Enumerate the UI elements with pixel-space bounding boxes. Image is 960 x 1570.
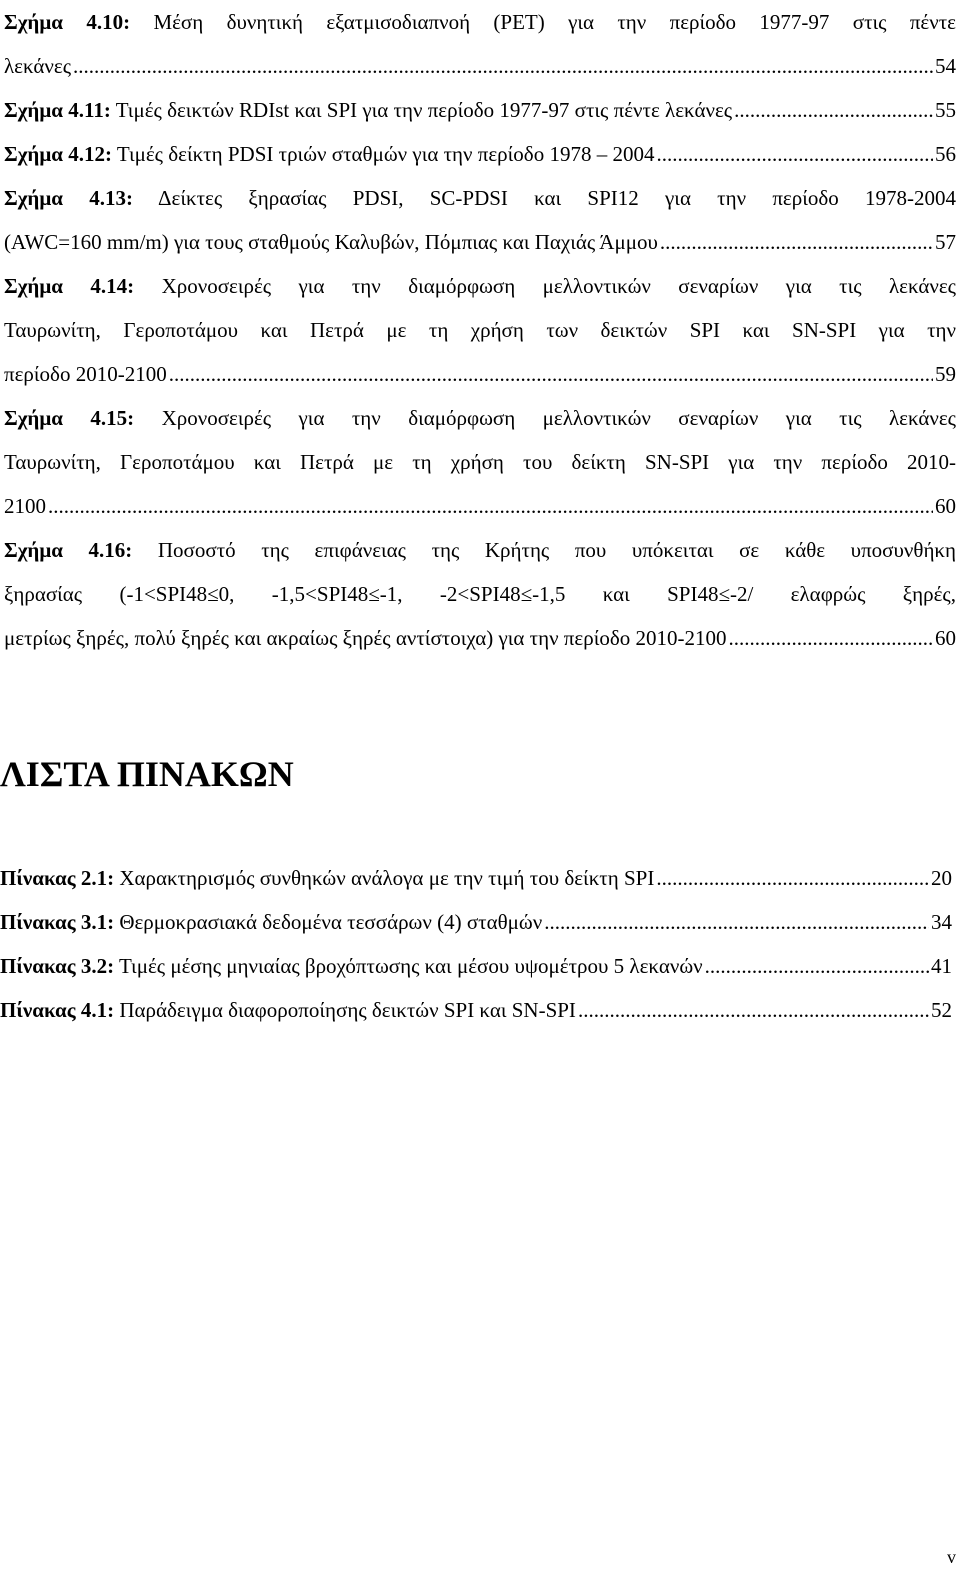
toc-entry-last-line xyxy=(0,856,952,900)
dot-leader xyxy=(544,900,929,944)
toc-entry-text xyxy=(0,944,703,988)
toc-entry-text: Ποσοστό της επιφάνειας της Κρήτης που υπόκειται σε κάθε υποσυνθήκη xyxy=(157,538,957,562)
toc-entry-text xyxy=(4,220,658,264)
toc-entry-last-text: μετρίως ξηρές, πολύ ξηρές και ακραίως ξηρές αντίστοιχα) για την περίοδο 2010-2100 xyxy=(4,626,727,650)
dot-leader xyxy=(705,944,929,988)
toc-entry-figure[interactable] xyxy=(4,264,956,396)
toc-entry-last-line xyxy=(4,616,956,660)
toc-entry-figure[interactable] xyxy=(4,88,956,132)
toc-entry-figure[interactable] xyxy=(4,176,956,264)
toc-page-number: 55 xyxy=(935,98,956,122)
toc-entry-table[interactable] xyxy=(0,988,952,1032)
toc-entry-last-text: Τιμές δείκτη PDSI τριών σταθμών για την περίοδο 1978 – 2004 xyxy=(116,142,655,166)
list-of-figures xyxy=(4,0,956,660)
toc-page-number: 34 xyxy=(931,910,952,934)
dot-leader xyxy=(734,88,933,132)
toc-entry-text xyxy=(4,616,727,660)
toc-page-number: 56 xyxy=(935,142,956,166)
document-page xyxy=(4,0,956,660)
toc-entry-last-line xyxy=(4,484,956,528)
toc-entry-last-text: Τιμές δεικτών RDIst και SPI για την περίοδο 1977-97 στις πέντε λεκάνες xyxy=(115,98,733,122)
toc-entry-text: Δείκτες ξηρασίας PDSI, SC-PDSI και SPI12 για την περίοδο 1978-2004 xyxy=(158,186,956,210)
dot-leader xyxy=(48,484,933,528)
dot-leader xyxy=(729,616,933,660)
dot-leader xyxy=(73,44,933,88)
toc-page-number: 41 xyxy=(931,954,952,978)
toc-entry-figure[interactable] xyxy=(4,0,956,88)
toc-entry-table[interactable] xyxy=(0,856,952,900)
toc-entry-last-text: 2100 xyxy=(4,494,46,518)
toc-entry-text: Ταυρωνίτη, Γεροποτάμου και Πετρά με τη χρήση του δείκτη SN-SPI για την περίοδο 2010- xyxy=(4,450,956,474)
toc-entry-line xyxy=(4,396,956,440)
toc-entry-title: Χαρακτηρισμός συνθηκών ανάλογα με την τιμή του δείκτη SPI xyxy=(119,866,655,890)
toc-entry-last-line xyxy=(4,220,956,264)
toc-entry-text xyxy=(4,352,167,396)
toc-entry-title: Τιμές μέσης μηνιαίας βροχόπτωσης και μέσου υψομέτρου 5 λεκανών xyxy=(118,954,703,978)
toc-entry-text xyxy=(4,88,732,132)
toc-entry-last-line xyxy=(4,88,956,132)
toc-entry-text: Ταυρωνίτη, Γεροποτάμου και Πετρά με τη χρήση των δεικτών SPI και SN-SPI για την xyxy=(4,318,956,342)
toc-entry-line xyxy=(4,176,956,220)
toc-entry-label: Πίνακας 4.1: xyxy=(0,998,115,1022)
list-of-tables xyxy=(0,856,952,1032)
toc-page-number: 52 xyxy=(931,998,952,1022)
toc-entry-last-line xyxy=(4,44,956,88)
toc-page-number: 60 xyxy=(935,494,956,518)
toc-entry-label: Πίνακας 3.2: xyxy=(0,954,115,978)
toc-entry-last-line xyxy=(4,352,956,396)
toc-entry-figure[interactable] xyxy=(4,132,956,176)
toc-entry-text: ξηρασίας (-1<SPI48≤0, -1,5<SPI48≤-1, -2<SPI48≤-1,5 και SPI48≤-2/ ελαφρώς ξηρές, xyxy=(4,582,956,606)
dot-leader xyxy=(656,132,933,176)
page-number: v xyxy=(947,1547,956,1567)
toc-entry-line xyxy=(4,528,956,572)
toc-entry-label: Σχήμα 4.14: xyxy=(4,274,135,298)
list-of-tables-heading: ΛΙΣΤΑ ΠΙΝΑΚΩΝ xyxy=(0,754,294,794)
dot-leader xyxy=(660,220,933,264)
toc-page-number: 60 xyxy=(935,626,956,650)
toc-entry-label: Σχήμα 4.13: xyxy=(4,186,133,210)
toc-entry-text: Χρονοσειρές για την διαμόρφωση μελλοντικών σεναρίων για τις λεκάνες xyxy=(161,274,956,298)
toc-entry-title: Παράδειγμα διαφοροποίησης δεικτών SPI και SN-SPI xyxy=(119,998,576,1022)
toc-entry-table[interactable] xyxy=(0,944,952,988)
toc-entry-label: Σχήμα 4.10: xyxy=(4,10,131,34)
toc-entry-figure[interactable] xyxy=(4,528,956,660)
toc-entry-text xyxy=(0,988,576,1032)
dot-leader xyxy=(169,352,933,396)
toc-page-number: 54 xyxy=(935,54,956,78)
dot-leader xyxy=(656,856,929,900)
dot-leader xyxy=(578,988,929,1032)
toc-entry-last-line xyxy=(4,132,956,176)
toc-entry-title: Θερμοκρασιακά δεδομένα τεσσάρων (4) σταθμών xyxy=(119,910,543,934)
toc-entry-text xyxy=(4,44,71,88)
toc-entry-label: Σχήμα 4.12: xyxy=(4,142,112,166)
toc-entry-text xyxy=(4,132,654,176)
toc-entry-text: Μέση δυνητική εξατμισοδιαπνοή (PET) για την περίοδο 1977-97 στις πέντε xyxy=(153,10,957,34)
toc-entry-figure[interactable] xyxy=(4,396,956,528)
toc-entry-label: Σχήμα 4.11: xyxy=(4,98,111,122)
toc-entry-line xyxy=(4,264,956,308)
toc-entry-last-line xyxy=(0,900,952,944)
toc-entry-line xyxy=(4,440,956,484)
toc-entry-line xyxy=(4,0,956,44)
toc-page-number: 20 xyxy=(931,866,952,890)
toc-entry-text xyxy=(0,900,542,944)
toc-entry-last-line xyxy=(0,944,952,988)
toc-entry-label: Σχήμα 4.15: xyxy=(4,406,135,430)
toc-page-number: 57 xyxy=(935,230,956,254)
toc-entry-line xyxy=(4,308,956,352)
toc-entry-table[interactable] xyxy=(0,900,952,944)
toc-entry-line xyxy=(4,572,956,616)
toc-entry-last-text: λεκάνες xyxy=(4,54,72,78)
toc-entry-label: Σχήμα 4.16: xyxy=(4,538,133,562)
toc-entry-last-text: περίοδο 2010-2100 xyxy=(4,362,167,386)
toc-entry-text xyxy=(0,856,654,900)
toc-entry-text xyxy=(4,484,46,528)
toc-page-number: 59 xyxy=(935,362,956,386)
toc-entry-label: Πίνακας 2.1: xyxy=(0,866,115,890)
toc-entry-last-text: (AWC=160 mm/m) για τους σταθμούς Καλυβών, Πόμπιας και Παχιάς Άμμου xyxy=(4,230,658,254)
toc-entry-last-line xyxy=(0,988,952,1032)
toc-entry-label: Πίνακας 3.1: xyxy=(0,910,115,934)
toc-entry-text: Χρονοσειρές για την διαμόρφωση μελλοντικών σεναρίων για τις λεκάνες xyxy=(161,406,956,430)
